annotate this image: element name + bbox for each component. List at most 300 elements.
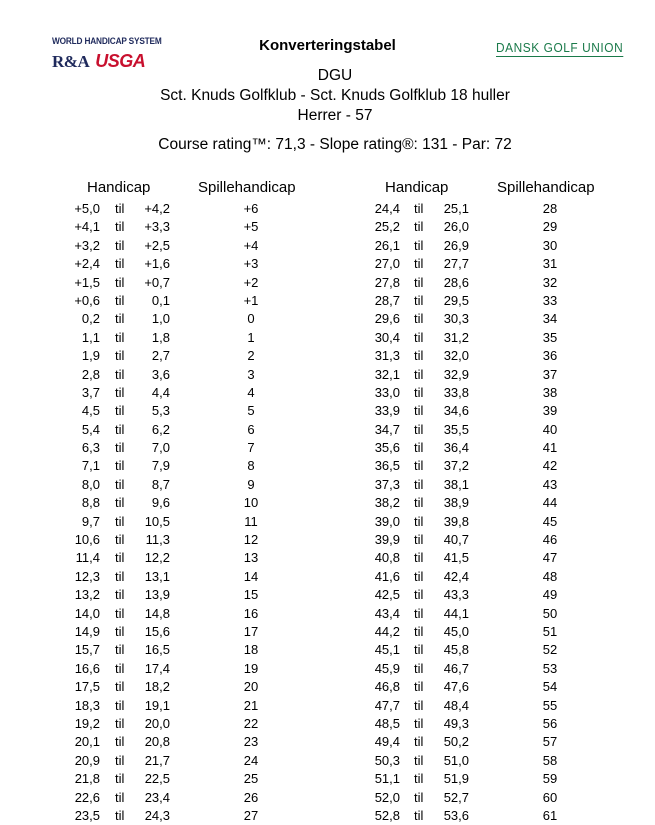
handicap-to: 47,6 <box>443 679 469 695</box>
handicap-from: 11,4 <box>75 550 100 566</box>
handicap-to: 42,4 <box>443 568 469 584</box>
handicap-from: 2,8 <box>81 366 100 382</box>
table-row <box>0 347 655 365</box>
handicap-to: 51,9 <box>443 771 469 787</box>
handicap-from: 48,5 <box>374 715 400 731</box>
til-label: til <box>414 660 424 676</box>
table-row <box>0 678 655 696</box>
til-label: til <box>414 605 424 621</box>
handicap-to: 27,7 <box>443 256 469 272</box>
til-label: til <box>414 513 424 529</box>
handicap-to: 38,1 <box>443 476 469 492</box>
handicap-to: 20,8 <box>144 734 170 750</box>
handicap-to: 0,1 <box>151 292 170 308</box>
playing-handicap: 18 <box>243 642 259 658</box>
til-label: til <box>115 605 125 621</box>
table-row <box>0 218 655 236</box>
playing-handicap: 60 <box>542 789 558 805</box>
til-label: til <box>115 715 125 731</box>
til-label: til <box>414 311 424 327</box>
til-label: til <box>115 807 125 823</box>
table-row <box>0 329 655 347</box>
til-label: til <box>414 366 424 382</box>
til-label: til <box>115 274 125 290</box>
table-row <box>0 310 655 328</box>
til-label: til <box>414 440 424 456</box>
playing-handicap: 15 <box>243 587 259 603</box>
til-label: til <box>414 384 424 400</box>
playing-handicap: 20 <box>243 679 259 695</box>
til-label: til <box>115 513 125 529</box>
handicap-to: 26,0 <box>443 219 469 235</box>
handicap-from: 42,5 <box>374 587 400 603</box>
playing-handicap: 17 <box>243 623 259 639</box>
handicap-to: 50,2 <box>443 734 469 750</box>
handicap-from: 19,2 <box>74 715 100 731</box>
handicap-to: 41,5 <box>443 550 469 566</box>
til-label: til <box>115 403 125 419</box>
playing-handicap: 1 <box>247 329 255 345</box>
handicap-to: 2,7 <box>151 348 170 364</box>
column-header-handicap-right: Handicap <box>385 179 449 196</box>
playing-handicap: 10 <box>243 495 259 511</box>
table-row <box>0 421 655 439</box>
table-row <box>0 237 655 255</box>
playing-handicap: 50 <box>542 605 558 621</box>
table-row <box>0 641 655 659</box>
playing-handicap: 54 <box>542 679 558 695</box>
playing-handicap: 40 <box>542 421 558 437</box>
handicap-from: 12,3 <box>74 568 100 584</box>
til-label: til <box>414 752 424 768</box>
table-row <box>0 439 655 457</box>
handicap-from: 34,7 <box>374 421 400 437</box>
handicap-from: 52,8 <box>374 807 400 823</box>
handicap-from: 39,0 <box>374 513 400 529</box>
handicap-to: 38,9 <box>443 495 469 511</box>
handicap-to: 34,6 <box>443 403 469 419</box>
til-label: til <box>115 311 125 327</box>
til-label: til <box>414 403 424 419</box>
playing-handicap: 5 <box>247 403 255 419</box>
til-label: til <box>115 458 125 474</box>
playing-handicap: 2 <box>247 348 255 364</box>
til-label: til <box>115 237 125 253</box>
handicap-from: 33,0 <box>374 384 400 400</box>
table-row <box>0 715 655 733</box>
playing-handicap: 35 <box>542 329 558 345</box>
handicap-from: 31,3 <box>374 348 400 364</box>
handicap-to: 36,4 <box>443 440 469 456</box>
handicap-from: 17,5 <box>74 679 100 695</box>
handicap-from: +5,0 <box>74 201 100 216</box>
til-label: til <box>115 752 125 768</box>
playing-handicap: 61 <box>542 807 558 823</box>
table-row <box>0 752 655 770</box>
til-label: til <box>414 476 424 492</box>
playing-handicap: 14 <box>243 568 259 584</box>
handicap-to: 12,2 <box>144 550 170 566</box>
til-label: til <box>115 734 125 750</box>
handicap-from: 32,1 <box>374 366 400 382</box>
playing-handicap: 48 <box>542 568 558 584</box>
handicap-to: +3,3 <box>144 219 170 235</box>
handicap-from: 6,3 <box>81 440 100 456</box>
til-label: til <box>115 697 125 713</box>
dgu-logo-text: DANSK GOLF UNION <box>496 41 624 55</box>
handicap-from: 33,9 <box>374 403 400 419</box>
til-label: til <box>115 623 125 639</box>
handicap-from: 47,7 <box>374 697 400 713</box>
handicap-from: 28,7 <box>374 292 400 308</box>
handicap-from: 35,6 <box>374 440 400 456</box>
handicap-from: 37,3 <box>374 476 400 492</box>
til-label: til <box>115 201 125 216</box>
til-label: til <box>414 292 424 308</box>
table-row <box>0 494 655 512</box>
handicap-from: 0,2 <box>81 311 100 327</box>
handicap-from: 29,6 <box>374 311 400 327</box>
table-row <box>0 549 655 567</box>
playing-handicap: 41 <box>542 440 558 456</box>
handicap-to: 21,7 <box>144 752 170 768</box>
whs-logo-text: WORLD HANDICAP SYSTEM <box>52 36 162 46</box>
table-row <box>0 660 655 678</box>
handicap-to: 8,7 <box>151 476 170 492</box>
playing-handicap: 56 <box>542 715 558 731</box>
table-row <box>0 476 655 494</box>
table-row <box>0 457 655 475</box>
conversion-table-right <box>0 200 655 825</box>
playing-handicap: 32 <box>542 274 558 290</box>
til-label: til <box>115 421 125 437</box>
playing-handicap: 28 <box>542 201 558 216</box>
handicap-from: 23,5 <box>74 807 100 823</box>
til-label: til <box>414 642 424 658</box>
handicap-from: 7,1 <box>81 458 100 474</box>
til-label: til <box>414 587 424 603</box>
handicap-to: 17,4 <box>144 660 170 676</box>
table-row <box>0 697 655 715</box>
handicap-from: 25,2 <box>374 219 400 235</box>
handicap-to: 37,2 <box>443 458 469 474</box>
table-row <box>0 384 655 402</box>
playing-handicap: 57 <box>542 734 558 750</box>
playing-handicap: 24 <box>243 752 259 768</box>
til-label: til <box>115 587 125 603</box>
til-label: til <box>115 771 125 787</box>
table-row <box>0 568 655 586</box>
handicap-to: 7,9 <box>151 458 170 474</box>
til-label: til <box>414 771 424 787</box>
handicap-to: 51,0 <box>443 752 469 768</box>
handicap-to: 44,1 <box>443 605 469 621</box>
handicap-to: 11,3 <box>145 532 170 548</box>
handicap-to: 48,4 <box>443 697 469 713</box>
handicap-to: 43,3 <box>443 587 469 603</box>
til-label: til <box>414 201 424 216</box>
playing-handicap: 49 <box>542 587 558 603</box>
handicap-from: 13,2 <box>74 587 100 603</box>
table-row <box>0 605 655 623</box>
playing-handicap: 47 <box>542 550 558 566</box>
handicap-from: +1,5 <box>74 274 100 290</box>
table-row <box>0 292 655 310</box>
handicap-to: +4,2 <box>144 201 170 216</box>
playing-handicap: 25 <box>243 771 259 787</box>
playing-handicap: 27 <box>243 807 259 823</box>
til-label: til <box>115 366 125 382</box>
column-header-playing-handicap-right: Spillehandicap <box>497 179 595 196</box>
handicap-from: 52,0 <box>374 789 400 805</box>
handicap-from: 45,9 <box>374 660 400 676</box>
handicap-from: 50,3 <box>374 752 400 768</box>
table-row <box>0 200 655 218</box>
handicap-from: 8,8 <box>81 495 100 511</box>
playing-handicap: 23 <box>243 734 259 750</box>
til-label: til <box>414 219 424 235</box>
handicap-to: 40,7 <box>443 532 469 548</box>
handicap-to: 13,9 <box>144 587 170 603</box>
playing-handicap: +1 <box>243 292 259 308</box>
handicap-from: 39,9 <box>374 532 400 548</box>
playing-handicap: 30 <box>542 237 558 253</box>
handicap-to: 28,6 <box>443 274 469 290</box>
til-label: til <box>414 734 424 750</box>
playing-handicap: 44 <box>542 495 558 511</box>
table-row <box>0 513 655 531</box>
playing-handicap: 4 <box>247 384 255 400</box>
til-label: til <box>115 789 125 805</box>
playing-handicap: 31 <box>542 256 558 272</box>
handicap-to: 18,2 <box>144 679 170 695</box>
handicap-to: +0,7 <box>144 274 170 290</box>
playing-handicap: +6 <box>243 201 259 216</box>
handicap-from: 22,6 <box>74 789 100 805</box>
til-label: til <box>414 807 424 823</box>
handicap-from: 20,9 <box>74 752 100 768</box>
til-label: til <box>115 679 125 695</box>
table-row <box>0 789 655 807</box>
til-label: til <box>115 219 125 235</box>
playing-handicap: 36 <box>542 348 558 364</box>
til-label: til <box>414 532 424 548</box>
til-label: til <box>414 495 424 511</box>
handicap-to: 46,7 <box>443 660 469 676</box>
handicap-from: 16,6 <box>74 660 100 676</box>
til-label: til <box>115 329 125 345</box>
playing-handicap: 3 <box>247 366 255 382</box>
table-row <box>0 807 655 825</box>
handicap-to: 39,8 <box>443 513 469 529</box>
handicap-from: 14,0 <box>74 605 100 621</box>
handicap-from: 43,4 <box>374 605 400 621</box>
playing-handicap: 59 <box>542 771 558 787</box>
til-label: til <box>115 256 125 272</box>
handicap-from: +0,6 <box>74 292 100 308</box>
handicap-to: 19,1 <box>144 697 170 713</box>
playing-handicap: 53 <box>542 660 558 676</box>
playing-handicap: +5 <box>243 219 259 235</box>
handicap-to: 4,4 <box>151 384 170 400</box>
playing-handicap: 6 <box>247 421 255 437</box>
handicap-to: 16,5 <box>144 642 170 658</box>
handicap-to: 1,8 <box>151 329 170 345</box>
column-header-handicap-left: Handicap <box>87 179 151 196</box>
til-label: til <box>115 440 125 456</box>
handicap-from: 3,7 <box>81 384 100 400</box>
handicap-from: 15,7 <box>74 642 100 658</box>
playing-handicap: 55 <box>542 697 558 713</box>
tee-info: Herrer - 57 <box>297 107 373 124</box>
handicap-to: 26,9 <box>443 237 469 253</box>
playing-handicap: 58 <box>542 752 558 768</box>
handicap-from: 20,1 <box>74 734 100 750</box>
playing-handicap: 52 <box>542 642 558 658</box>
handicap-from: 18,3 <box>74 697 100 713</box>
til-label: til <box>115 660 125 676</box>
handicap-to: 31,2 <box>443 329 469 345</box>
table-row <box>0 366 655 384</box>
til-label: til <box>414 329 424 345</box>
playing-handicap: 11 <box>244 513 258 529</box>
handicap-from: 36,5 <box>374 458 400 474</box>
table-row <box>0 255 655 273</box>
handicap-from: 51,1 <box>374 771 400 787</box>
table-row <box>0 274 655 292</box>
til-label: til <box>414 623 424 639</box>
playing-handicap: +3 <box>243 256 259 272</box>
handicap-from: 1,1 <box>81 329 100 345</box>
playing-handicap: 19 <box>243 660 259 676</box>
til-label: til <box>414 237 424 253</box>
handicap-from: 49,4 <box>374 734 400 750</box>
table-row <box>0 531 655 549</box>
dgu-logo-underline <box>496 56 623 57</box>
playing-handicap: 42 <box>542 458 558 474</box>
organization: DGU <box>317 67 353 84</box>
til-label: til <box>414 421 424 437</box>
handicap-from: 5,4 <box>81 421 100 437</box>
handicap-to: 14,8 <box>144 605 170 621</box>
handicap-from: 27,8 <box>374 274 400 290</box>
handicap-from: 10,6 <box>74 532 100 548</box>
handicap-to: 45,8 <box>443 642 469 658</box>
handicap-to: 32,0 <box>443 348 469 364</box>
handicap-to: 49,3 <box>443 715 469 731</box>
handicap-to: 20,0 <box>144 715 170 731</box>
handicap-to: +2,5 <box>144 237 170 253</box>
handicap-from: 21,8 <box>74 771 100 787</box>
page-title: Konverteringstabel <box>259 37 396 54</box>
column-header-playing-handicap-left: Spillehandicap <box>198 179 296 196</box>
ra-logo: R&A <box>52 52 90 71</box>
playing-handicap: 7 <box>247 440 255 456</box>
playing-handicap: 46 <box>542 532 558 548</box>
handicap-from: 1,9 <box>81 348 100 364</box>
handicap-from: 8,0 <box>81 476 100 492</box>
handicap-to: 6,2 <box>151 421 170 437</box>
handicap-to: 29,5 <box>443 292 469 308</box>
handicap-to: 1,0 <box>151 311 170 327</box>
handicap-to: 7,0 <box>151 440 170 456</box>
playing-handicap: 45 <box>542 513 558 529</box>
playing-handicap: 13 <box>243 550 259 566</box>
handicap-to: 25,1 <box>443 201 469 216</box>
til-label: til <box>115 384 125 400</box>
handicap-to: 30,3 <box>443 311 469 327</box>
playing-handicap: 33 <box>542 292 558 308</box>
playing-handicap: 34 <box>542 311 558 327</box>
handicap-to: 32,9 <box>443 366 469 382</box>
handicap-from: 38,2 <box>374 495 400 511</box>
handicap-to: 9,6 <box>151 495 170 511</box>
handicap-from: 44,2 <box>374 623 400 639</box>
handicap-from: +3,2 <box>74 237 100 253</box>
playing-handicap: 12 <box>243 532 259 548</box>
handicap-from: 26,1 <box>374 237 400 253</box>
playing-handicap: 9 <box>247 476 255 492</box>
handicap-to: 13,1 <box>144 568 170 584</box>
til-label: til <box>414 458 424 474</box>
handicap-from: +2,4 <box>74 256 100 272</box>
playing-handicap: +2 <box>243 274 259 290</box>
handicap-from: 14,9 <box>74 623 100 639</box>
handicap-to: 15,6 <box>144 623 170 639</box>
handicap-to: +1,6 <box>144 256 170 272</box>
handicap-from: 45,1 <box>374 642 400 658</box>
playing-handicap: 51 <box>542 623 558 639</box>
playing-handicap: 8 <box>247 458 255 474</box>
handicap-to: 33,8 <box>443 384 469 400</box>
til-label: til <box>414 679 424 695</box>
handicap-from: 40,8 <box>374 550 400 566</box>
handicap-to: 23,4 <box>144 789 170 805</box>
til-label: til <box>414 274 424 290</box>
handicap-from: 30,4 <box>374 329 400 345</box>
club-course: Sct. Knuds Golfklub - Sct. Knuds Golfklub 18 huller <box>160 87 510 104</box>
til-label: til <box>115 642 125 658</box>
playing-handicap: 37 <box>542 366 558 382</box>
playing-handicap: +4 <box>243 237 259 253</box>
til-label: til <box>414 256 424 272</box>
handicap-to: 35,5 <box>443 421 469 437</box>
til-label: til <box>115 532 125 548</box>
table-row <box>0 770 655 788</box>
handicap-to: 45,0 <box>443 623 469 639</box>
handicap-from: 4,5 <box>81 403 100 419</box>
til-label: til <box>115 568 125 584</box>
til-label: til <box>115 348 125 364</box>
til-label: til <box>414 550 424 566</box>
handicap-to: 3,6 <box>151 366 170 382</box>
handicap-to: 53,6 <box>443 807 469 823</box>
til-label: til <box>115 550 125 566</box>
til-label: til <box>115 476 125 492</box>
playing-handicap: 26 <box>243 789 259 805</box>
til-label: til <box>414 568 424 584</box>
playing-handicap: 21 <box>243 697 259 713</box>
playing-handicap: 22 <box>243 715 259 731</box>
handicap-to: 24,3 <box>144 807 170 823</box>
playing-handicap: 0 <box>247 311 255 327</box>
playing-handicap: 43 <box>542 476 558 492</box>
playing-handicap: 16 <box>243 605 259 621</box>
til-label: til <box>414 789 424 805</box>
handicap-from: 41,6 <box>374 568 400 584</box>
playing-handicap: 39 <box>542 403 558 419</box>
handicap-from: +4,1 <box>74 219 100 235</box>
